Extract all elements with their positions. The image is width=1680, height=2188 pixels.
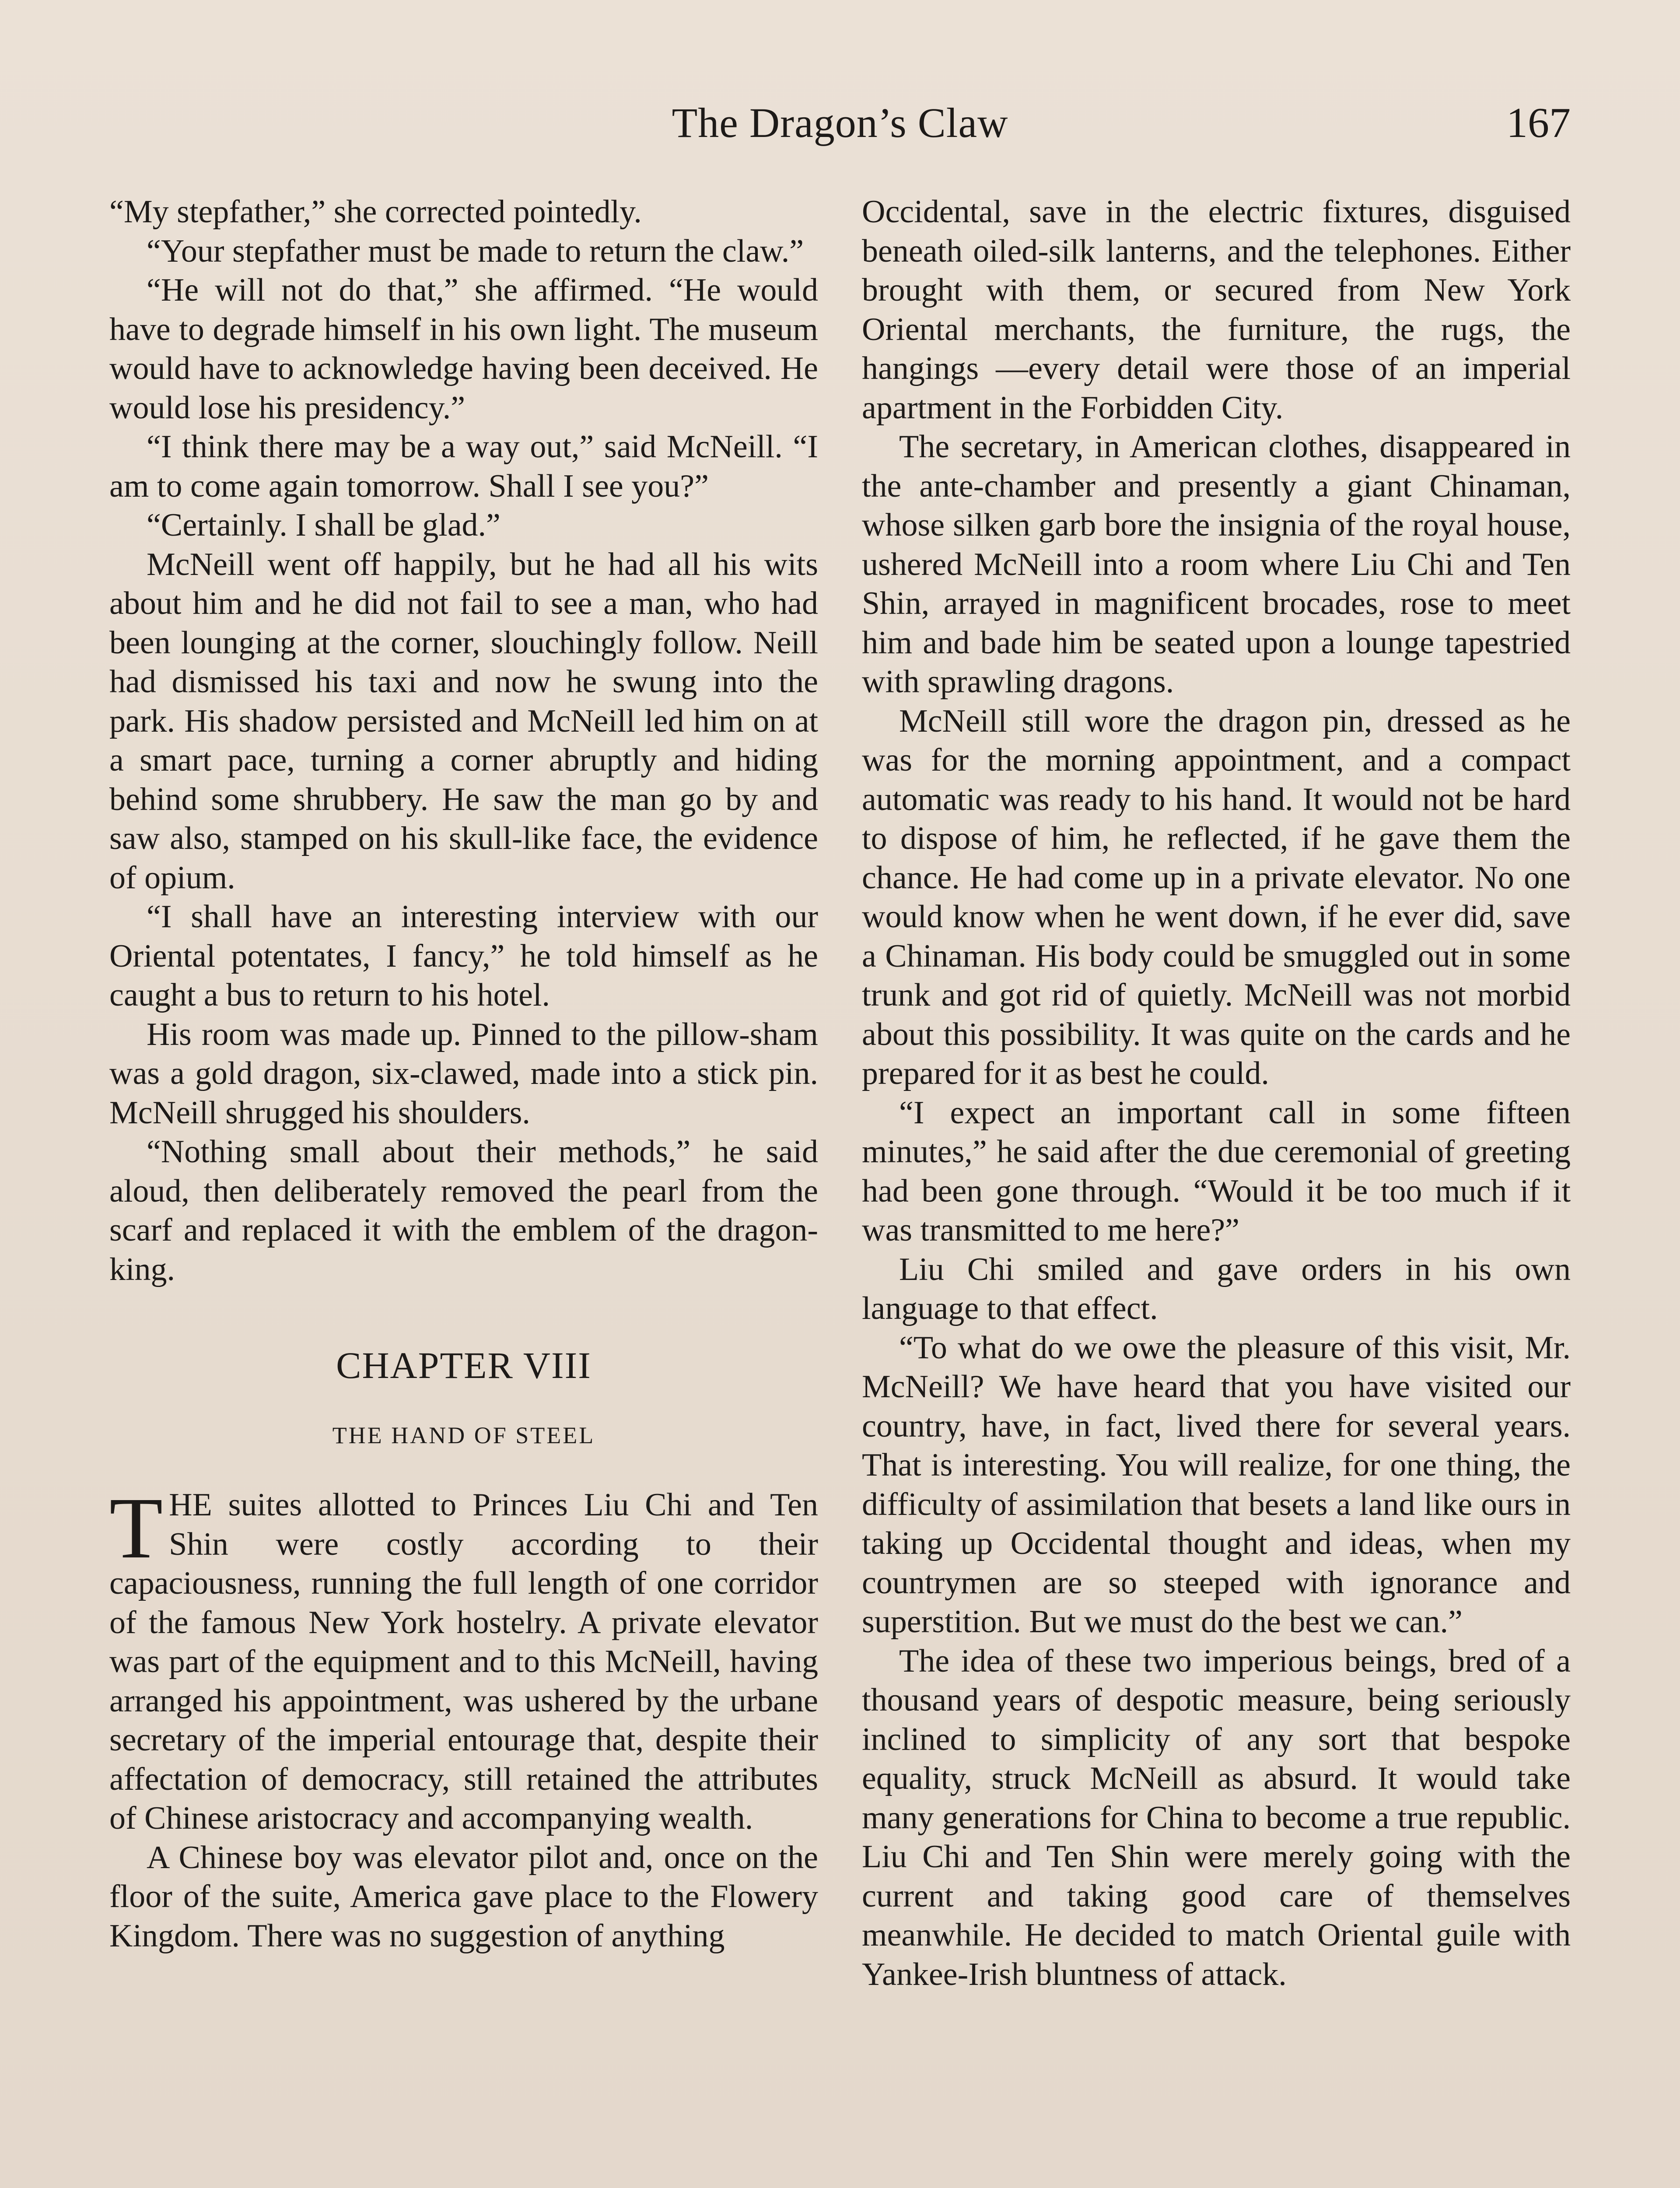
paragraph: “He will not do that,” she affirmed. “He would have to degrade himself in his own light. The museum would have to acknowledge having been deceived. He would lose his presidency.” xyxy=(109,272,818,426)
paragraph: “Nothing small about their methods,” he said aloud, then deliberately removed the pearl from the scarf and replaced it with the emblem of the dragon-king. xyxy=(109,1134,818,1287)
chapter-title: CHAPTER VIII xyxy=(336,1344,592,1386)
paragraph: “I think there may be a way out,” said McNeill. “I am to come again tomorrow. Shall I see you?” xyxy=(109,429,818,504)
chapter-opening-paragraph xyxy=(109,1480,818,1838)
paragraph-continued: Occidental, save in the electric fixtures, disguised beneath oiled-silk lanterns, and the telephones. Either brought with them, or secured from New York Oriental merchants, the furniture, the rugs, the hangings —every detail were those of an imperial apartment in the Forbidden City. xyxy=(862,194,1571,426)
paragraph: The secretary, in American clothes, disappeared in the ante-chamber and presently a giant Chinaman, whose silken garb bore the insignia of the royal house, ushered McNeill into a room where Liu Chi and Ten Shin, arrayed in magnificent brocades, rose to meet him and bade him be seated upon a lounge tapestried with sprawling dragons. xyxy=(862,429,1571,700)
page-number: 167 xyxy=(1506,99,1571,147)
chapter-opening-text: HE suites allotted to Princes Liu Chi and Ten Shin were costly according to their capaciousness, running the full length of one corridor of the famous New York hostelry. A private elevator was part of the equipment and to this McNeill, having arranged his appointment, was ushered by the urbane secretary of the imperial entourage that, despite their affectation of democracy, still retained the attributes of Chinese aristocracy and accompanying wealth. xyxy=(109,1487,818,1836)
left-column xyxy=(109,193,818,1956)
paragraph: A Chinese boy was elevator pilot and, once on the floor of the suite, America gave place to the Flowery Kingdom. There was no suggestion of anything xyxy=(109,1839,818,1954)
paragraph: The idea of these two imperious beings, bred of a thousand years of despotic measure, being seriously inclined to simplicity of any sort that bespoke equality, struck McNeill as absurd. It would take many generations for China to become a true republic. Liu Chi and Ten Shin were merely going with the current and taking good care of themselves meanwhile. He decided to match Oriental guile with Yankee-Irish bluntness of attack. xyxy=(862,1643,1571,1992)
drop-cap: T xyxy=(109,1480,163,1577)
paragraph: His room was made up. Pinned to the pillow-sham was a gold dragon, six-clawed, made into a stick pin. McNeill shrugged his shoulders. xyxy=(109,1016,818,1131)
paragraph: “Your stepfather must be made to return the claw.” xyxy=(147,233,804,269)
paragraph: “I shall have an interesting interview with our Oriental potentates, I fancy,” he told himself as he caught a bus to return to his hotel. xyxy=(109,899,818,1013)
paragraph: “My stepfather,” she corrected pointedly. xyxy=(109,194,642,230)
paragraph: “Certainly. I shall be glad.” xyxy=(147,507,500,543)
running-title: The Dragon’s Claw xyxy=(672,99,1008,146)
paragraph: Liu Chi smiled and gave orders in his own language to that effect. xyxy=(862,1251,1571,1326)
right-column xyxy=(862,193,1571,1994)
page-header xyxy=(109,98,1571,155)
paragraph: “To what do we owe the pleasure of this visit, Mr. McNeill? We have heard that you have visited our country, have, in fact, lived there for several years. That is interesting. You will realize, for one thing, the difficulty of assimilation that besets a land like ours in taking up Occidental thought and ideas, when my countrymen are so steeped with ignorance and superstition. But we must do the best we can.” xyxy=(862,1329,1571,1640)
chapter-subtitle: THE HAND OF STEEL xyxy=(332,1422,595,1448)
paragraph: McNeill went off happily, but he had all his wits about him and he did not fail to see a man, who had been lounging at the corner, slouchingly follow. Neill had dismissed his taxi and now he swung into the park. His shadow persisted and McNeill led him on at a smart pace, turning a corner abruptly and hiding behind some shrubbery. He saw the man go by and saw also, stamped on his skull-like face, the evidence of opium. xyxy=(109,546,818,896)
paragraph: “I expect an important call in some fifteen minutes,” he said after the due ceremonial of greeting had been gone through. “Would it be too much if it was transmitted to me here?” xyxy=(862,1094,1571,1248)
paragraph: McNeill still wore the dragon pin, dressed as he was for the morning appointment, and a compact automatic was ready to his hand. It would not be hard to dispose of him, he reflected, if he gave them the chance. He had come up in a private elevator. No one would know when he went down, if he ever did, save a Chinaman. His body could be smuggled out in some trunk and got rid of quietly. McNeill was not morbid about this possibility. It was quite on the cards and he prepared for it as best he could. xyxy=(862,703,1571,1091)
